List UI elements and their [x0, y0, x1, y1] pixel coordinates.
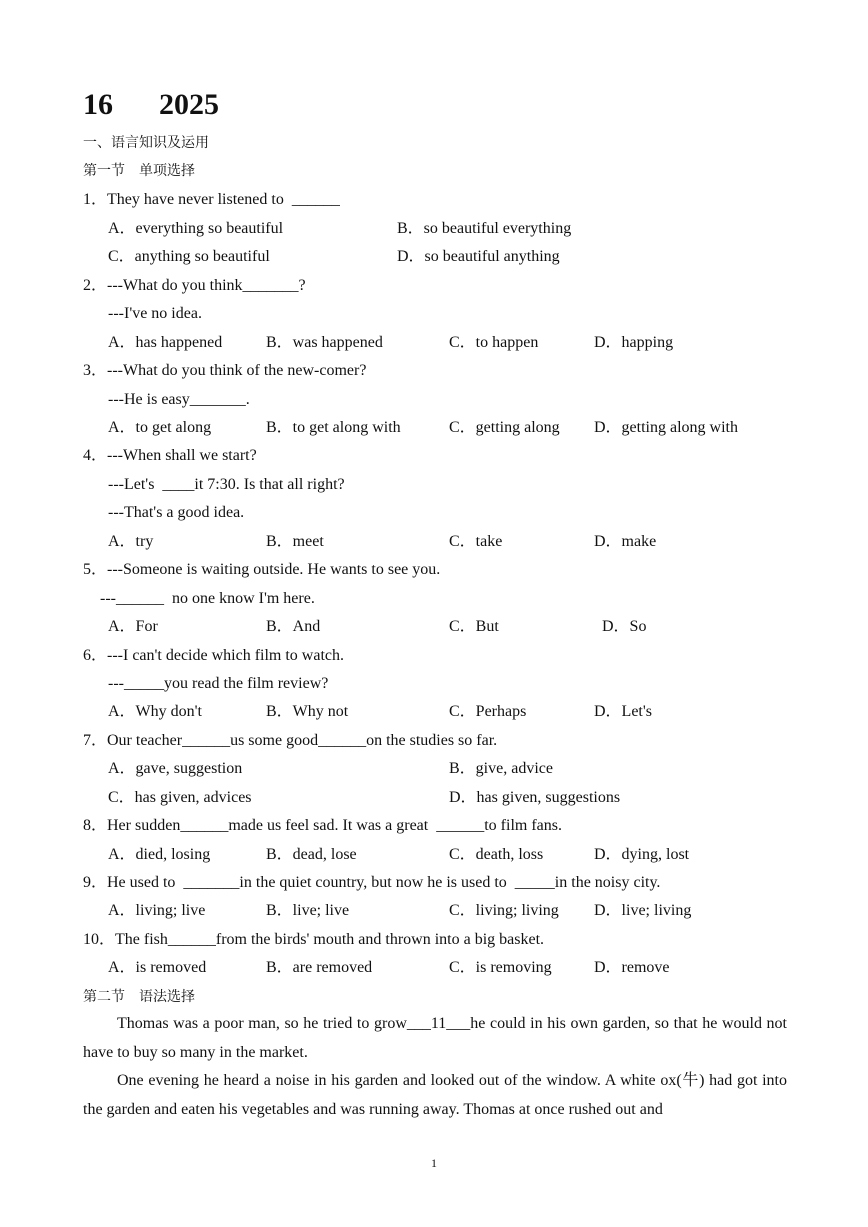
- question-stem-line: ---Let's ____it 7:30. Is that all right?: [108, 476, 345, 493]
- question-stem-line: ---I've no idea.: [108, 305, 202, 322]
- year: 2025: [159, 88, 219, 121]
- question-stem: 9．He used to _______in the quiet country, but now he is used to _____in the noisy city.: [83, 874, 661, 891]
- option-a: A．everything so beautiful: [108, 220, 284, 237]
- option-b: B．dead, lose: [266, 846, 357, 863]
- option-a: A．has happened: [108, 334, 223, 351]
- page-title: [83, 88, 219, 122]
- option-b: B．meet: [266, 533, 324, 550]
- option-b: B．live; live: [266, 902, 350, 919]
- option-c: C．take: [449, 533, 503, 550]
- option-d: D．has given, suggestions: [449, 789, 621, 806]
- option-d: D．so beautiful anything: [397, 248, 560, 265]
- passage-paragraph: One evening he heard a noise in his garden and looked out of the window. A white ox(牛) had got into the garden and eaten his vegetables and was running away. Thomas at once rushed out and: [83, 1072, 787, 1118]
- question-stem-line: ---He is easy_______.: [108, 391, 250, 408]
- question-stem: 1．They have never listened to ______: [83, 191, 340, 208]
- option-a: A．gave, suggestion: [108, 760, 243, 777]
- option-b: B．And: [266, 618, 321, 635]
- option-c: C．anything so beautiful: [108, 248, 270, 265]
- option-a: A．Why don't: [108, 703, 202, 720]
- option-b: B．Why not: [266, 703, 349, 720]
- section-heading: 一、语言知识及运用: [83, 135, 209, 151]
- option-d: D．remove: [594, 959, 670, 976]
- option-c: C．is removing: [449, 959, 552, 976]
- option-a: A．to get along: [108, 419, 212, 436]
- question-stem-line: ---That's a good idea.: [108, 504, 245, 521]
- option-d: D．So: [602, 618, 647, 635]
- option-a: A．died, losing: [108, 846, 211, 863]
- option-c: C．to happen: [449, 334, 539, 351]
- part-heading: 第二节 语法选择: [83, 989, 195, 1005]
- option-c: C．Perhaps: [449, 703, 527, 720]
- option-b: B．give, advice: [449, 760, 553, 777]
- option-d: D．dying, lost: [594, 846, 690, 863]
- option-b: B．to get along with: [266, 419, 401, 436]
- option-b: B．was happened: [266, 334, 383, 351]
- passage-paragraph: Thomas was a poor man, so he tried to grow___11___he could in his own garden, so that he would not have to buy so many in the market.: [83, 1015, 787, 1061]
- grade-number: 16: [83, 88, 113, 121]
- option-c: C．living; living: [449, 902, 559, 919]
- question-stem: 7．Our teacher______us some good______on the studies so far.: [83, 732, 498, 749]
- option-c: C．getting along: [449, 419, 560, 436]
- option-b: B．so beautiful everything: [397, 220, 572, 237]
- question-stem: 8．Her sudden______made us feel sad. It was a great ______to film fans.: [83, 817, 562, 834]
- question-stem: 3．---What do you think of the new-comer?: [83, 362, 367, 379]
- question-stem-line: ---______ no one know I'm here.: [100, 590, 315, 607]
- option-b: B．are removed: [266, 959, 373, 976]
- page-number: 1: [431, 1156, 437, 1170]
- option-d: D．live; living: [594, 902, 692, 919]
- option-d: D．getting along with: [594, 419, 738, 436]
- option-d: D．Let's: [594, 703, 652, 720]
- question-stem: 4．---When shall we start?: [83, 447, 257, 464]
- option-d: D．make: [594, 533, 657, 550]
- option-c: C．has given, advices: [108, 789, 252, 806]
- question-stem-line: ---_____you read the film review?: [108, 675, 329, 692]
- option-a: A．is removed: [108, 959, 207, 976]
- option-a: A．For: [108, 618, 158, 635]
- option-a: A．try: [108, 533, 154, 550]
- option-c: C．death, loss: [449, 846, 544, 863]
- option-d: D．happing: [594, 334, 674, 351]
- question-stem: 10．The fish______from the birds' mouth and thrown into a big basket.: [83, 931, 545, 948]
- option-a: A．living; live: [108, 902, 206, 919]
- question-stem: 5．---Someone is waiting outside. He wants to see you.: [83, 561, 441, 578]
- part-heading: 第一节 单项选择: [83, 163, 195, 179]
- question-stem: 6．---I can't decide which film to watch.: [83, 647, 345, 664]
- option-c: C．But: [449, 618, 499, 635]
- question-stem: 2．---What do you think_______?: [83, 277, 306, 294]
